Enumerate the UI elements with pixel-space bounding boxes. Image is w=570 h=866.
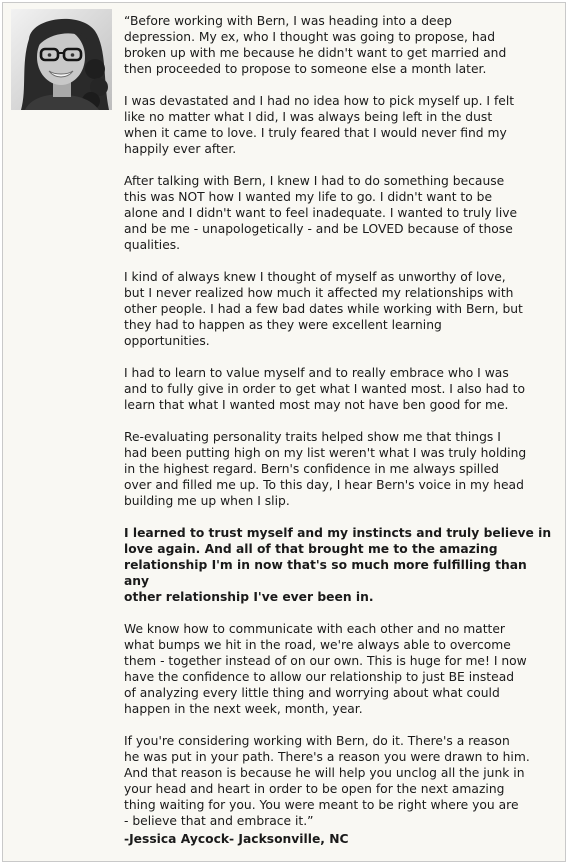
testimonial-body: [124, 13, 553, 845]
portrait-photo: [11, 9, 112, 110]
testimonial-paragraph: I was devastated and I had no idea how to pick myself up. I felt like no matter what I did, I was always being left in the dust when it came to love. I truly feared that I would never find my happily ever after.: [124, 94, 515, 156]
testimonial-paragraph: “Before working with Bern, I was heading into a deep depression. My ex, who I thought was going to propose, had broken up with me because he didn't want to get married and then proceeded to propose to someone else a month later.: [124, 14, 507, 76]
testimonial-highlight-paragraph: I learned to trust myself and my instincts and truly believe in love again. And all of that brought me to the amazing relationship I'm in now that's so much more fulfilling than any other relationship I've ever been in.: [124, 526, 552, 604]
testimonial-paragraph: I kind of always knew I thought of myself as unworthy of love, but I never realized how much it affected my relationships with other people. I had a few bad dates while working with Bern, but they had to happen as they were excellent learning opportunities.: [124, 270, 523, 348]
testimonial-paragraph: If you're considering working with Bern, do it. There's a reason he was put in your path. There's a reason you were drawn to him. And that reason is because he will help you unclog all the junk in your head and heart in order to be open for the next amazing thing waiting for you. You were meant to be right where you are - believe that and embrace it.”: [124, 734, 530, 828]
testimonial-paragraph: I had to learn to value myself and to really embrace who I was and to fully give in order to get what I wanted most. I also had to learn that what I wanted most may not have ben good for me.: [124, 366, 525, 412]
avatar: [11, 9, 112, 110]
testimonial-paragraph: Re-evaluating personality traits helped show me that things I had been putting high on my list weren't what I was truly holding in the highest regard. Bern's confidence in me always spilled over and filled me up. To this day, I hear Bern's voice in my head building me up when I slip.: [124, 430, 527, 508]
testimonial-paragraph: After talking with Bern, I knew I had to do something because this was NOT how I wanted my life to go. I didn't want to be alone and I didn't want to feel inadequate. I wanted to truly live and be me - unapologetically - and be LOVED because of those qualities.: [124, 174, 518, 252]
testimonial-card: [2, 2, 566, 862]
testimonial-signature: -Jessica Aycock- Jacksonville, NC: [124, 832, 349, 846]
testimonial-paragraph: We know how to communicate with each other and no matter what bumps we hit in the road, we're always able to overcome them - together instead of on our own. This is huge for me! I now have the confidence to allow our relationship to just BE instead of analyzing every little thing and worrying about what could happen in the next week, month, year.: [124, 622, 527, 716]
